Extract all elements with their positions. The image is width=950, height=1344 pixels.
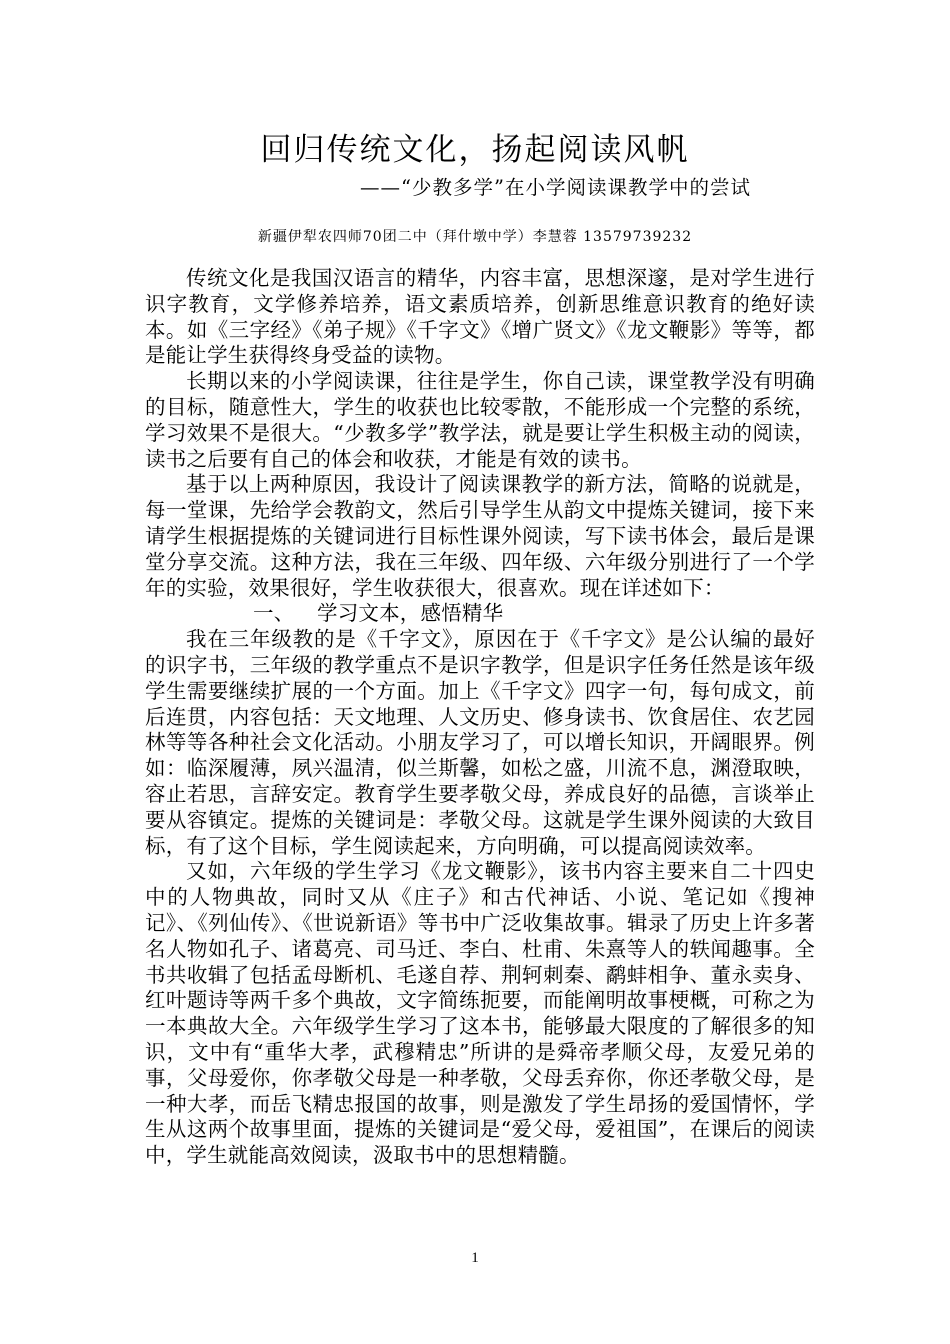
paragraph: 传统文化是我国汉语言的精华，内容丰富，思想深邃，是对学生进行识字教育，文学修养培养，语文素质培养，创新思维意识教育的绝好读本。如《三字经》《弟子规》《千字文》《增广贤文》《龙文鞭影》等等，都是能让学生获得终身受益的读物。: [145, 266, 815, 368]
section-number: 一、: [253, 601, 295, 626]
document-title: 回归传统文化，扬起阅读风帆: [260, 132, 690, 168]
page-number: 1: [471, 1250, 479, 1266]
document-subtitle: ——“少教多学”在小学阅读课教学中的尝试: [360, 176, 751, 199]
paragraph: 我在三年级教的是《千字文》，原因在于《千字文》是公认编的最好的识字书，三年级的教学重点不是识字教学，但是识字任务任然是该年级学生需要继续扩展的一个方面。加上《千字文》四字一句，每句成文，前后连贯，内容包括：天文地理、人文历史、修身读书、饮食居住、农艺园林等等各种社会文化活动。小朋友学习了，可以增长知识，开阔眼界。例如：临深履薄，夙兴温清，似兰斯馨，如松之盛，川流不息，渊澄取映，容止若思，言辞安定。教育学生要孝敬父母，养成良好的品德，言谈举止要从容镇定。提炼的关键词是：孝敬父母。这就是学生课外阅读的大致目标，有了这个目标，学生阅读起来，方向明确，可以提高阅读效率。: [145, 627, 815, 858]
section-heading: [145, 601, 815, 627]
paragraph: 又如，六年级的学生学习《龙文鞭影》，该书内容主要来自二十四史中的人物典故，同时又从《庄子》和古代神话、小说、笔记如《搜神记》、《列仙传》、《世说新语》等书中广泛收集故事。辑录了历史上许多著名人物如孔子、诸葛亮、司马迁、李白、杜甫、朱熹等人的轶闻趣事。全书共收辑了包括孟母断机、毛遂自荐、荆轲刺秦、鹬蚌相争、董永卖身、红叶题诗等两千多个典故，文字简练扼要，而能阐明故事梗概，可称之为一本典故大全。六年级学生学习了这本书，能够最大限度的了解很多的知识，文中有“重华大孝，武穆精忠”所讲的是舜帝孝顺父母，友爱兄弟的事，父母爱你，你孝敬父母是一种孝敬，父母丢弃你，你还孝敬父母，是一种大孝，而岳飞精忠报国的故事，则是激发了学生昂扬的爱国情怀，学生从这两个故事里面，提炼的关键词是“爱父母，爱祖国”，在课后的阅读中，学生就能高效阅读，汲取书中的思想精髓。: [145, 859, 815, 1168]
paragraph: 长期以来的小学阅读课，往往是学生，你自己读，课堂教学没有明确的目标，随意性大，学生的收获也比较零散，不能形成一个完整的系统，学习效果不是很大。“少教多学”教学法，就是要让学生积极主动的阅读，读书之后要有自己的体会和收获，才能是有效的读书。: [145, 369, 815, 471]
author-line: 新疆伊犁农四师70团二中（拜什墩中学）李慧蓉 13579739232: [257, 229, 693, 245]
document-body: [145, 266, 815, 1169]
section-heading-text: 学习文本，感悟精华: [317, 601, 504, 626]
paragraph: 基于以上两种原因，我设计了阅读课教学的新方法，简略的说就是，每一堂课，先给学会教韵文，然后引导学生从韵文中提炼关键词，接下来请学生根据提炼的关键词进行目标性课外阅读，写下读书体会，最后是课堂分享交流。这种方法，我在三年级、四年级、六年级分别进行了一个学年的实验，效果很好，学生收获很大，很喜欢。现在详述如下：: [145, 472, 815, 600]
